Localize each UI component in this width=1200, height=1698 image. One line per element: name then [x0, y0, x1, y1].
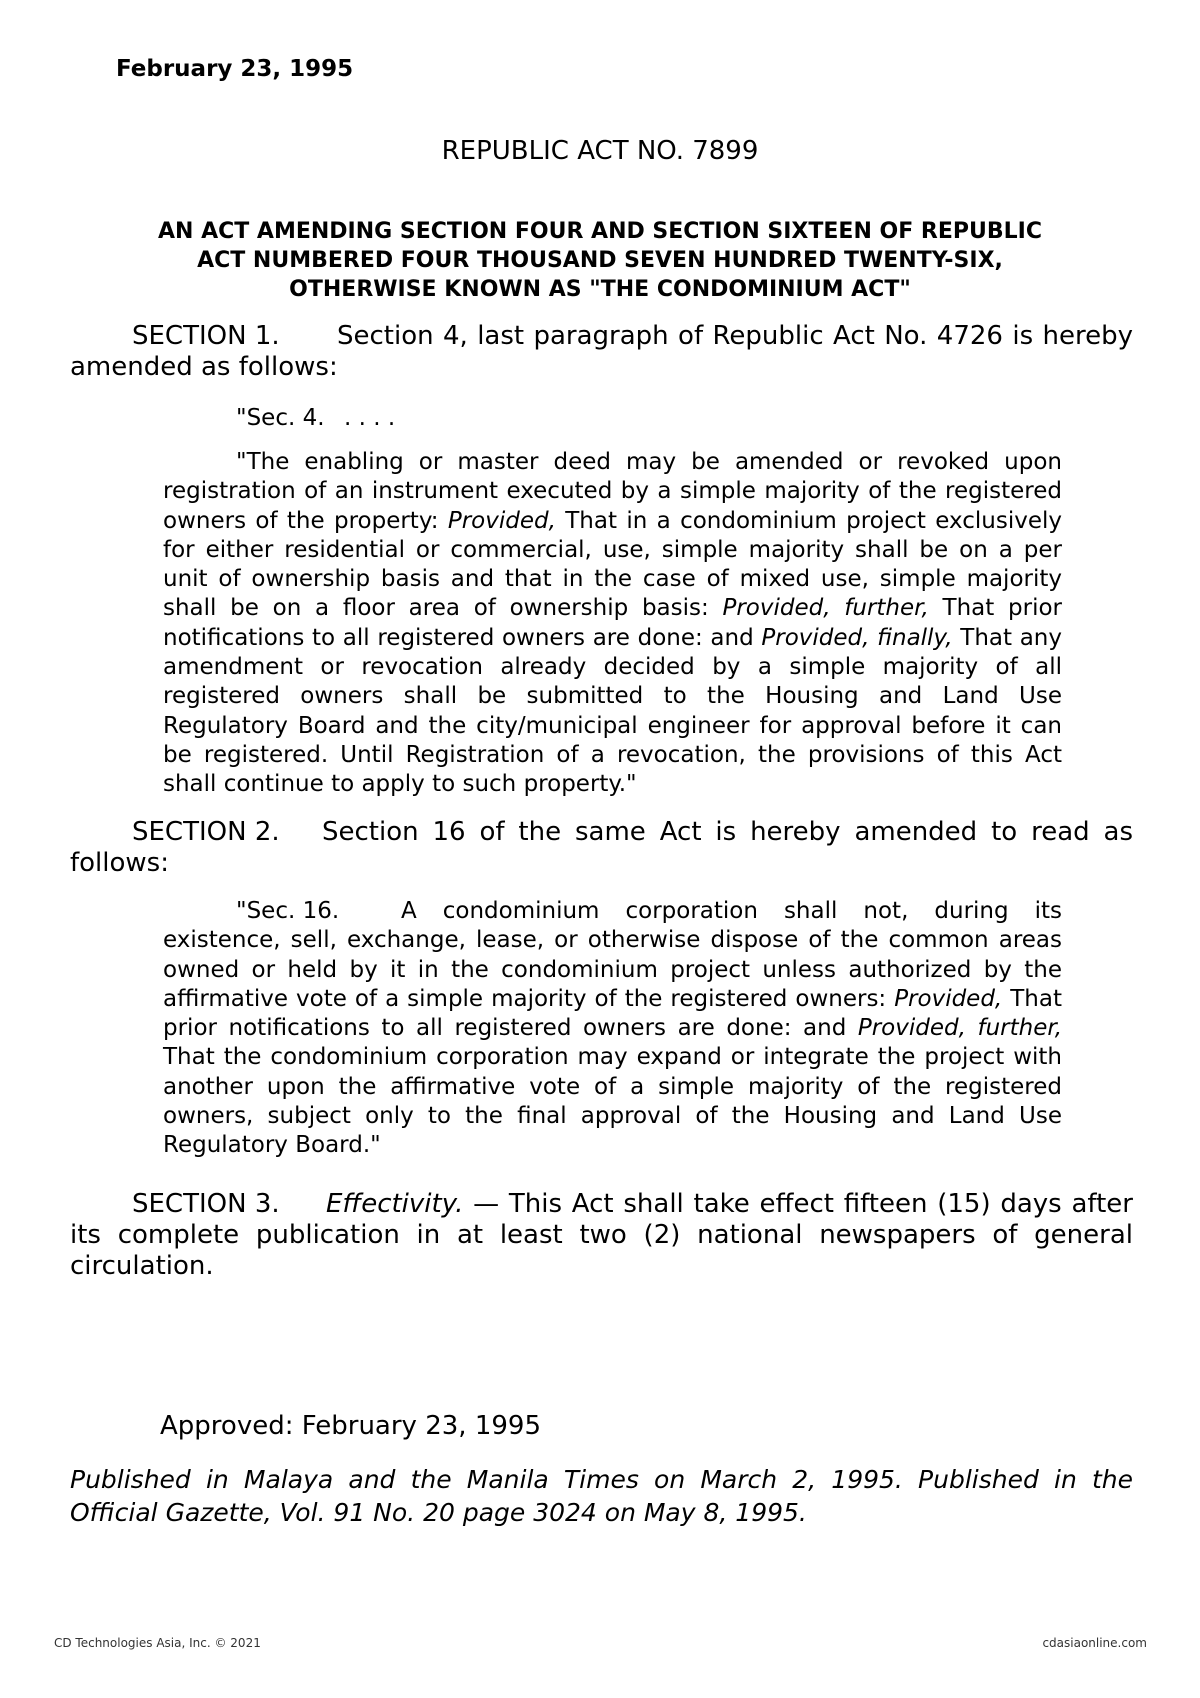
section-3-text: — This Act shall take effect fifteen (15) days after its complete publication in at least two (2) national newspapers of general circulation. — [70, 1189, 1133, 1281]
act-title — [60, 217, 1140, 304]
quote-proviso: Provided, finally, — [761, 624, 953, 651]
quote-heading: "Sec. 16. — [236, 898, 340, 924]
section-2-label: SECTION 2. — [132, 817, 280, 847]
section-3-heading: Effectivity. — [326, 1189, 464, 1219]
quote-heading: "Sec. 4. — [236, 405, 325, 431]
section-1-label: SECTION 1. — [132, 321, 280, 351]
quote-proviso: Provided, further, — [722, 595, 929, 622]
quote-text: That prior notifications to all registered owners are done: and — [163, 985, 1062, 1042]
section-2-quote — [163, 897, 1062, 1161]
section-1 — [70, 321, 1133, 383]
section-1-text: Section 4, last paragraph of Republic Act No. 4726 is hereby amended as follows: — [70, 321, 1133, 382]
approved-date: Approved: February 23, 1995 — [160, 1411, 541, 1441]
document-date: February 23, 1995 — [116, 56, 354, 82]
footer-copyright: CD Technologies Asia, Inc. © 2021 — [54, 1636, 261, 1650]
section-1-quote-heading — [163, 404, 1062, 433]
quote-text: A condominium corporation shall not, during its existence, sell, exchange, lease, or otherwise dispose of the common areas owned or held by it in the condominium project unless authorized by the affirmative vote of a simple majority of the registered owners: — [163, 898, 1062, 1012]
act-title-line: OTHERWISE KNOWN AS "THE CONDOMINIUM ACT" — [289, 277, 911, 302]
section-1-quote — [163, 448, 1062, 800]
quote-text: "The enabling or master deed may be amended or revoked upon registration of an instrument executed by a simple majority of the registered owners of the property: — [163, 449, 1062, 534]
section-2-text: Section 16 of the same Act is hereby amended to read as follows: — [70, 817, 1133, 878]
section-3 — [70, 1189, 1133, 1282]
quote-proviso: Provided, — [447, 507, 556, 534]
quote-text: That prior notifications to all registered owners are done: and — [163, 595, 1062, 651]
quote-proviso: Provided, — [894, 985, 1003, 1012]
quote-dots: . . . . — [344, 405, 396, 431]
footer-website: cdasiaonline.com — [1042, 1636, 1147, 1650]
quote-text: That any amendment or revocation already decided by a simple majority of all registered owners shall be submitted to the Housing and Land Use Regulatory Board and the city/municipal engineer for approval before it can be registered. Until Registration of a revocation, the provisions of this Act shall continue to apply to such property." — [163, 624, 1062, 798]
act-title-line: ACT NUMBERED FOUR THOUSAND SEVEN HUNDRED TWENTY-SIX, — [197, 248, 1003, 273]
section-2 — [70, 817, 1133, 879]
quote-text: That in a condominium project exclusively for either residential or commercial, use, simple majority shall be on a per unit of ownership basis and that in the case of mixed use, simple majority shall be on a floor area of ownership basis: — [163, 507, 1062, 622]
act-title-line: AN ACT AMENDING SECTION FOUR AND SECTION SIXTEEN OF REPUBLIC — [158, 219, 1042, 244]
publication-note: Published in Malaya and the Manila Times on March 2, 1995. Published in the Official Gazette, Vol. 91 No. 20 page 3024 on May 8, 1995. — [70, 1465, 1133, 1527]
quote-text: That the condominium corporation may expand or integrate the project with another upon the affirmative vote of a simple majority of the registered owners, subject only to the final approval of the Housing and Land Use Regulatory Board." — [163, 1044, 1062, 1159]
quote-proviso: Provided, further, — [857, 1015, 1063, 1042]
republic-act-number: REPUBLIC ACT NO. 7899 — [441, 136, 759, 166]
section-3-label: SECTION 3. — [132, 1189, 280, 1219]
